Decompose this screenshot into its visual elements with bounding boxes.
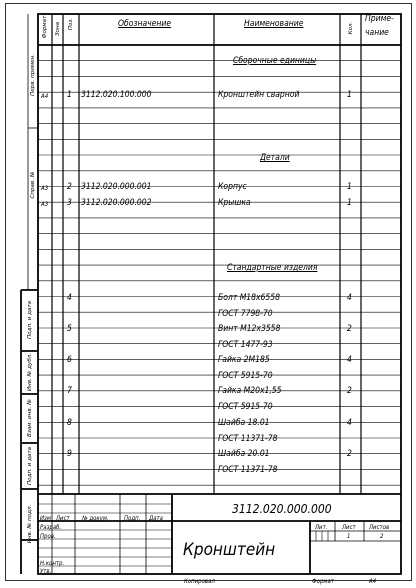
stamp-listov-value: 2: [380, 533, 384, 540]
row6-pos: 6: [67, 355, 72, 365]
stamp-data: Дата: [149, 515, 163, 522]
row6-qty: 4: [347, 355, 352, 365]
header-pos: Поз.: [68, 17, 74, 31]
row1-designation: 3112.020.100.000: [81, 90, 152, 100]
row1-format: А4: [41, 93, 49, 100]
row8-name: Шайба 18.01: [218, 418, 270, 428]
stamp-title: Кронштейн: [183, 540, 276, 560]
row5-name: Винт М12х3558: [218, 324, 281, 334]
row3-name: Крышка: [218, 198, 251, 208]
stamp-listov: Листов: [369, 524, 390, 531]
side-label-perv-primen: Перв. примен.: [30, 54, 36, 96]
row8-pos: 8: [67, 418, 72, 428]
header-name: Наименование: [244, 19, 304, 29]
header-designation: Обозначение: [118, 19, 172, 29]
row9-name2: ГОСТ 11371-78: [218, 465, 278, 475]
row7-qty: 2: [347, 386, 352, 396]
section-details: Детали: [260, 153, 290, 163]
header-zone: Зона: [54, 21, 61, 37]
row4-pos: 4: [67, 293, 72, 303]
row4-qty: 4: [347, 293, 352, 303]
header-qty: Кол.: [347, 21, 354, 35]
footer-format-value: А4: [369, 578, 377, 585]
row9-qty: 2: [347, 449, 352, 459]
stamp-lit: Лит.: [315, 524, 328, 531]
row2-pos: 2: [67, 182, 72, 192]
footer-kopiroval: Копировал: [184, 578, 215, 585]
side-label-podp-data-1: Подп. и дата: [27, 300, 33, 340]
row8-name2: ГОСТ 11371-78: [218, 434, 278, 444]
row1-name: Кронштейн сварной: [218, 90, 300, 100]
side-label-vzam-inv: Взам. инв. №: [27, 399, 33, 437]
header-note-2: чание: [365, 28, 389, 38]
row3-qty: 1: [347, 198, 352, 208]
footer-format: Формат: [312, 578, 334, 585]
row5-qty: 2: [347, 324, 352, 334]
row2-qty: 1: [347, 182, 352, 192]
side-label-sprav-no: Справ. №: [30, 171, 36, 199]
row6-name: Гайка 2М185: [218, 355, 270, 365]
row4-name: Болт М18х6558: [218, 293, 281, 303]
row2-designation: 3112.020.000.001: [81, 182, 152, 192]
row3-designation: 3112.020.000.002: [81, 198, 152, 208]
header-format: Формат: [42, 15, 48, 39]
stamp-podp: Подп.: [124, 515, 141, 522]
stamp-list: Лист: [56, 515, 70, 522]
row6-name2: ГОСТ 5915-70: [218, 371, 273, 381]
row8-qty: 4: [347, 418, 352, 428]
stamp-docum: № докум.: [82, 515, 109, 522]
stamp-doc-code: 3112.020.000.000: [232, 502, 332, 516]
side-label-inv-dubl: Инв. № дубл.: [27, 352, 33, 392]
row9-pos: 9: [67, 449, 72, 459]
stamp-prov: Пров.: [40, 533, 56, 540]
row7-pos: 7: [67, 386, 72, 396]
row2-name: Корпус: [218, 182, 247, 192]
side-label-podp-data-2: Подп. и дата: [27, 446, 33, 486]
stamp-utv: Утв.: [40, 568, 52, 575]
stamp-n-kontr: Н.контр.: [40, 560, 65, 567]
section-standard: Стандартные изделия: [227, 263, 318, 273]
row7-name2: ГОСТ 5915-70: [218, 402, 273, 412]
row5-name2: ГОСТ 1477-93: [218, 340, 273, 350]
header-note-1: Приме-: [365, 14, 394, 24]
row7-name: Гайка М20х1,55: [218, 386, 282, 396]
row1-pos: 1: [67, 90, 72, 100]
stamp-izm: Изм: [40, 515, 51, 522]
stamp-razrab: Разраб.: [40, 524, 62, 531]
row3-format: А3: [41, 201, 49, 208]
row3-pos: 3: [67, 198, 72, 208]
row4-name2: ГОСТ 7798-70: [218, 309, 273, 319]
row1-qty: 1: [347, 90, 352, 100]
stamp-list2: Лист: [342, 524, 356, 531]
row2-format: А3: [41, 185, 49, 192]
row9-name: Шайба 20.01: [218, 449, 270, 459]
stamp-list-value: 1: [347, 533, 351, 540]
section-assembly: Сборочные единицы: [233, 56, 317, 66]
row5-pos: 5: [67, 324, 72, 334]
side-label-inv-podl: Инв. № подл.: [27, 504, 33, 544]
